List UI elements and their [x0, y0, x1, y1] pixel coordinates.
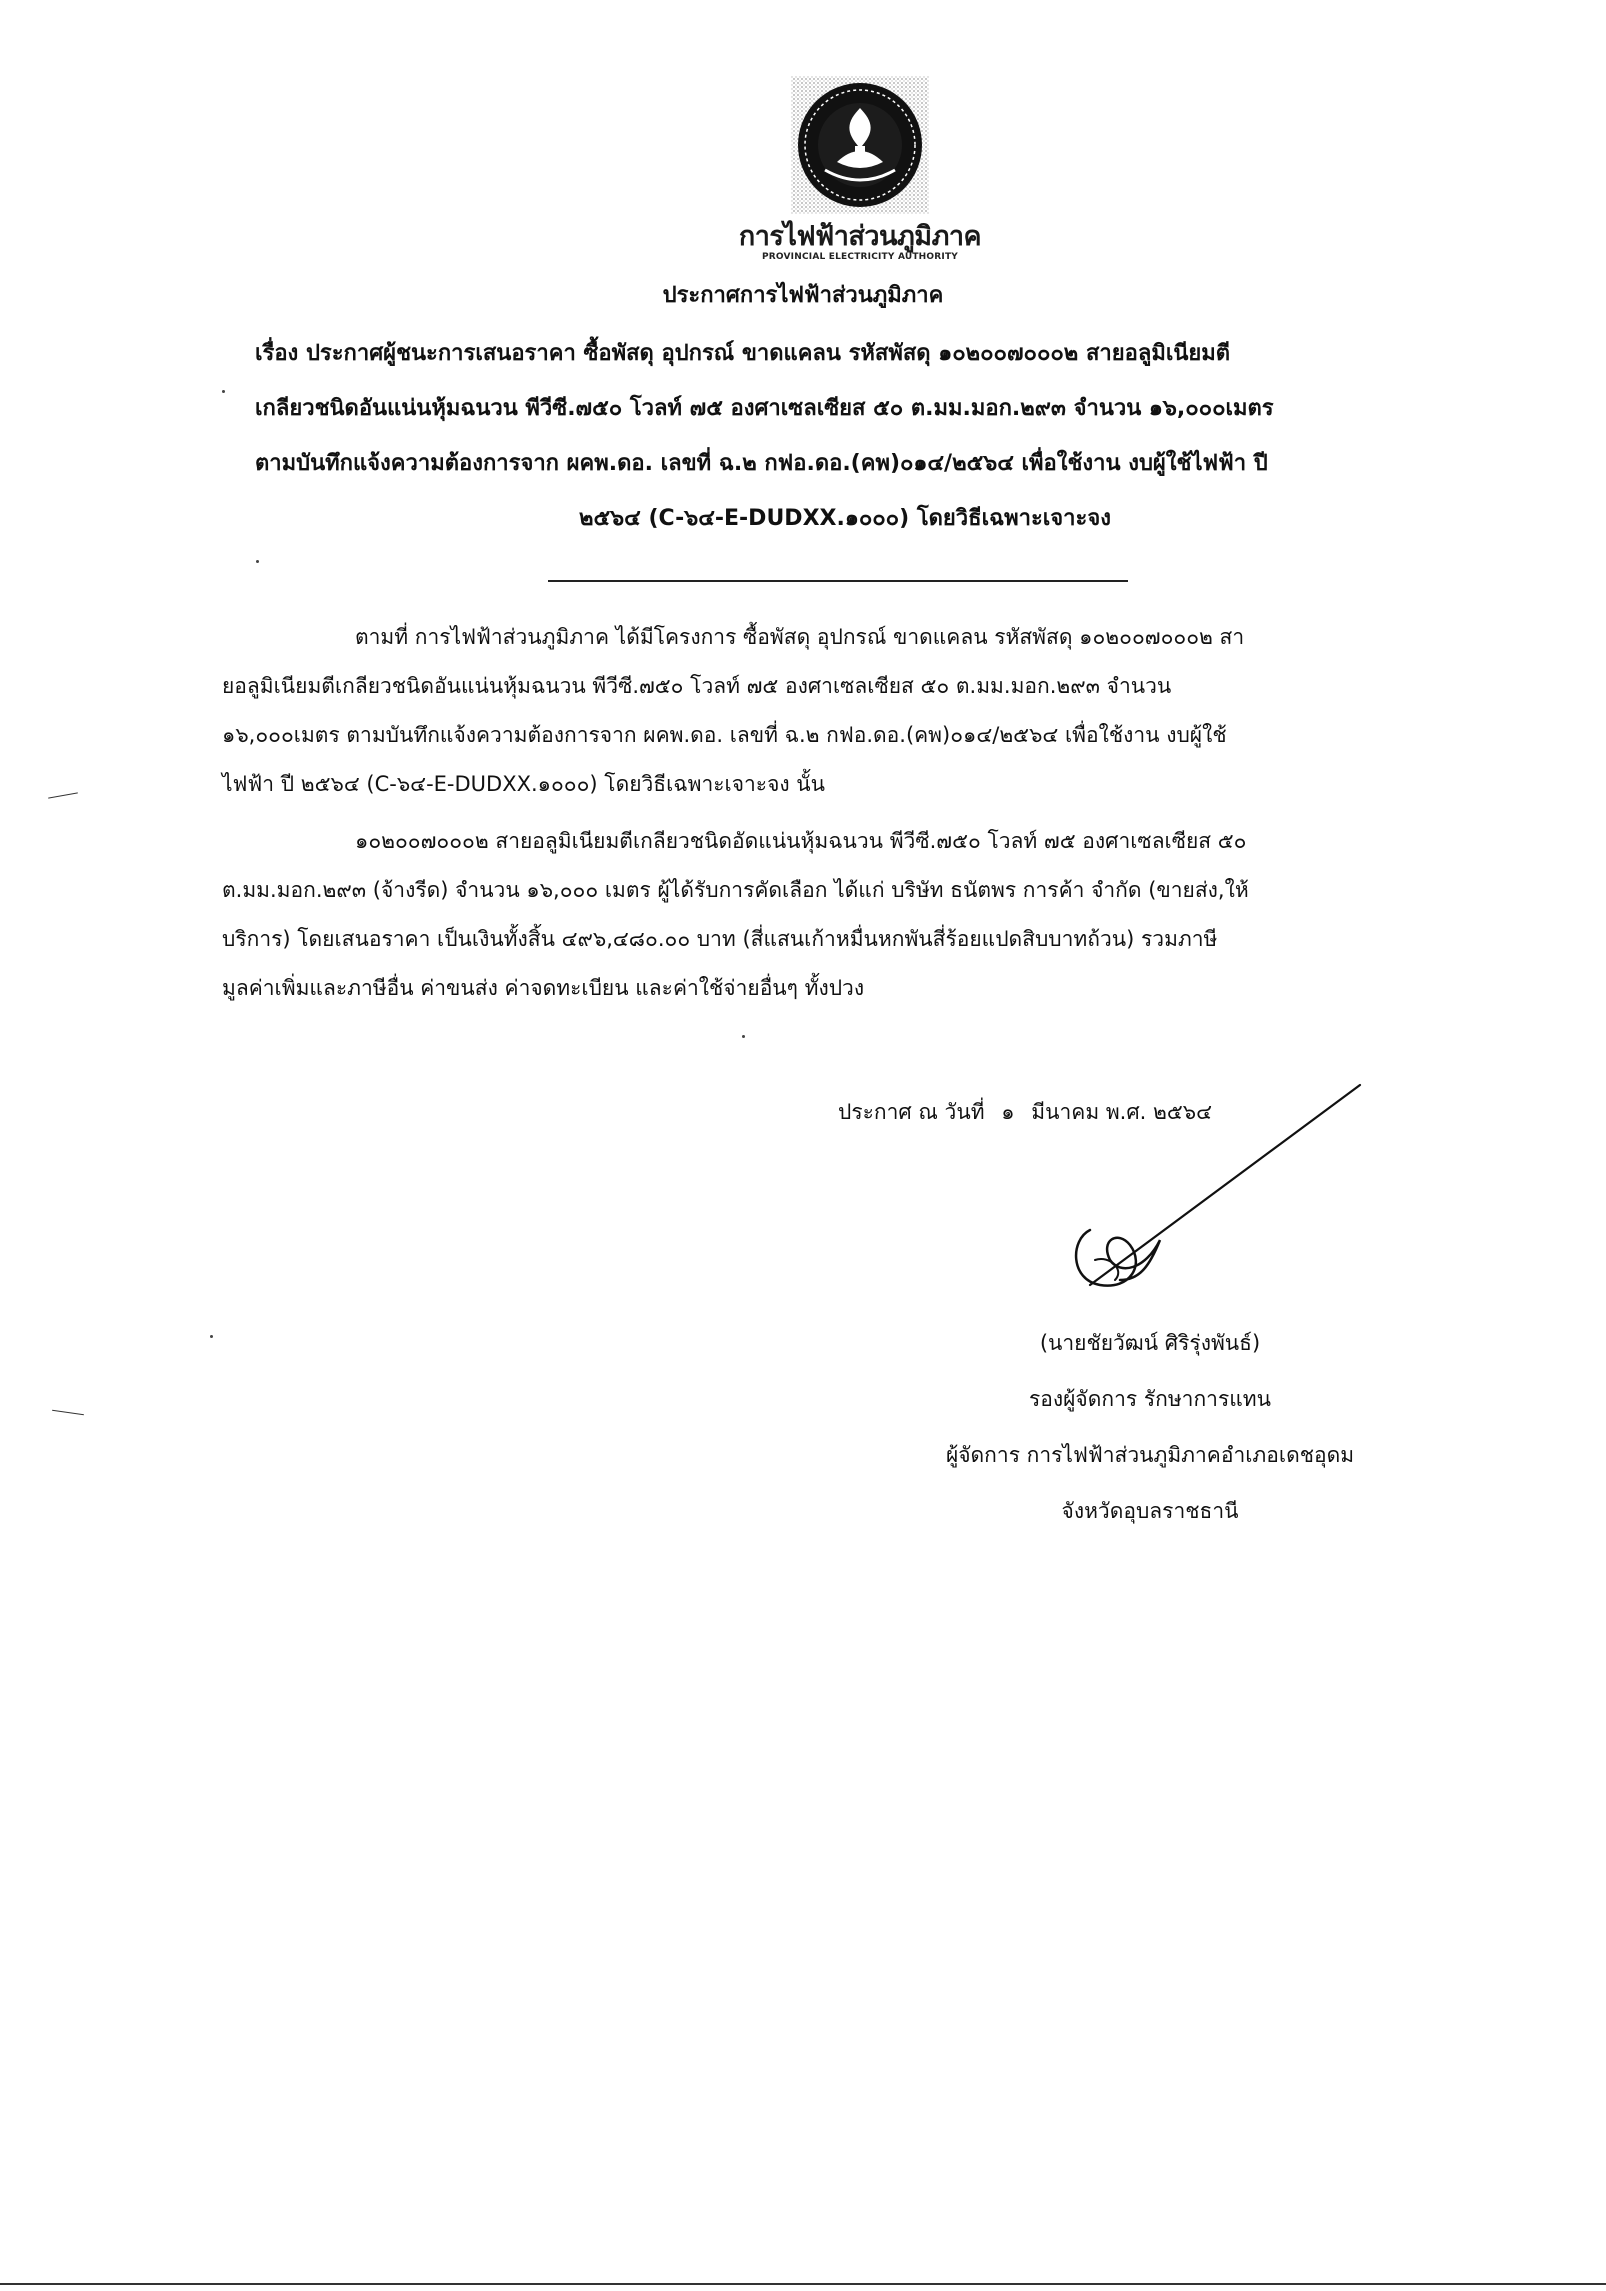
subject-block	[255, 326, 1435, 546]
paragraph2-line: ๑๐๒๐๐๗๐๐๐๒ สายอลูมิเนียมตีเกลียวชนิดอัดแน่นหุ้มฉนวน พีวีซี.๗๕๐ โวลท์ ๗๕ องศาเซลเซียส ๕๐	[355, 829, 1247, 853]
scan-speck	[742, 1035, 745, 1038]
paragraph1-line: ยอลูมิเนียมตีเกลียวชนิดอันแน่นหุ้มฉนวน พีวีซี.๗๕๐ โวลท์ ๗๕ องศาเซลเซียส ๕๐ ต.มม.มอก.๒๙๓ จำนวน	[222, 674, 1172, 698]
org-name-thai: การไฟฟ้าส่วนภูมิภาค	[738, 221, 982, 252]
section-divider	[548, 580, 1128, 582]
org-name-english: PROVINCIAL ELECTRICITY AUTHORITY	[761, 252, 959, 262]
date-day: ๑	[1001, 1100, 1015, 1124]
date-month-year: มีนาคม พ.ศ. ๒๕๖๔	[1031, 1100, 1212, 1124]
paragraph2-line: ต.มม.มอก.๒๙๓ (จ้างรีด) จำนวน ๑๖,๐๐๐ เมตร ผู้ได้รับการคัดเลือก ได้แก่ บริษัท ธนัตพร การค้า จำกัด (ขายส่ง,ให้	[222, 878, 1249, 902]
date-prefix: ประกาศ ณ วันที่	[838, 1100, 985, 1124]
subject-line: ตามบันทึกแจ้งความต้องการจาก ผคพ.ดอ. เลขที่ ฉ.๒ กฟอ.ดอ.(คพ)๐๑๔/๒๕๖๔ เพื่อใช้งาน งบผู้ใช้ไฟฟ้า ปี	[255, 451, 1268, 476]
paragraph2-line: มูลค่าเพิ่มและภาษีอื่น ค่าขนส่ง ค่าจดทะเบียน และค่าใช้จ่ายอื่นๆ ทั้งปวง	[222, 976, 865, 1000]
scan-mark	[52, 1410, 84, 1415]
org-logo-block	[700, 70, 1020, 263]
body-text	[222, 613, 1432, 1013]
announcement-title: ประกาศการไฟฟ้าส่วนภูมิภาค	[662, 283, 944, 308]
pea-emblem-icon	[785, 70, 935, 220]
subject-line: เรื่อง ประกาศผู้ชนะการเสนอราคา ซื้อพัสดุ อุปกรณ์ ขาดแคลน รหัสพัสดุ ๑๐๒๐๐๗๐๐๐๒ สายอลูมิเนียมตี	[255, 341, 1231, 366]
scan-edge	[0, 2283, 1606, 2285]
paragraph1-line: ไฟฟ้า ปี ๒๕๖๔ (C-๖๔-E-DUDXX.๑๐๐๐) โดยวิธีเฉพาะเจาะจง นั้น	[222, 772, 826, 796]
subject-line: เกลียวชนิดอันแน่นหุ้มฉนวน พีวีซี.๗๕๐ โวลท์ ๗๕ องศาเซลเซียส ๕๐ ต.มม.มอก.๒๙๓ จำนวน ๑๖,๐๐๐เมตร	[255, 396, 1274, 421]
signatory-block	[700, 1315, 1600, 1539]
signatory-province: จังหวัดอุบลราชธานี	[1061, 1499, 1239, 1523]
paragraph1-line: ๑๖,๐๐๐เมตร ตามบันทึกแจ้งความต้องการจาก ผคพ.ดอ. เลขที่ ฉ.๒ กฟอ.ดอ.(คพ)๐๑๔/๒๕๖๔ เพื่อใช้งาน งบผู้ใช้	[222, 723, 1227, 747]
paragraph1-line: ตามที่ การไฟฟ้าส่วนภูมิภาค ได้มีโครงการ ซื้อพัสดุ อุปกรณ์ ขาดแคลน รหัสพัสดุ ๑๐๒๐๐๗๐๐๐๒ สา	[355, 625, 1245, 649]
signatory-name: (นายชัยวัฒน์ ศิริรุ่งพันธ์)	[1039, 1331, 1261, 1355]
handwritten-signature	[1050, 1080, 1370, 1320]
signatory-position: ผู้จัดการ การไฟฟ้าส่วนภูมิภาคอำเภอเดชอุดม	[945, 1443, 1355, 1467]
signatory-position: รองผู้จัดการ รักษาการแทน	[1028, 1387, 1271, 1411]
paragraph2-line: บริการ) โดยเสนอราคา เป็นเงินทั้งสิ้น ๔๙๖,๔๘๐.๐๐ บาท (สี่แสนเก้าหมื่นหกพันสี่ร้อยแปดสิบบาทถ้วน) รวมภาษี	[222, 927, 1218, 951]
scan-speck	[210, 1335, 213, 1338]
subject-line: ๒๕๖๔ (C-๖๔-E-DUDXX.๑๐๐๐) โดยวิธีเฉพาะเจาะจง	[579, 506, 1111, 531]
scan-speck	[256, 560, 259, 563]
scan-mark	[48, 792, 78, 798]
scan-speck	[222, 390, 225, 393]
